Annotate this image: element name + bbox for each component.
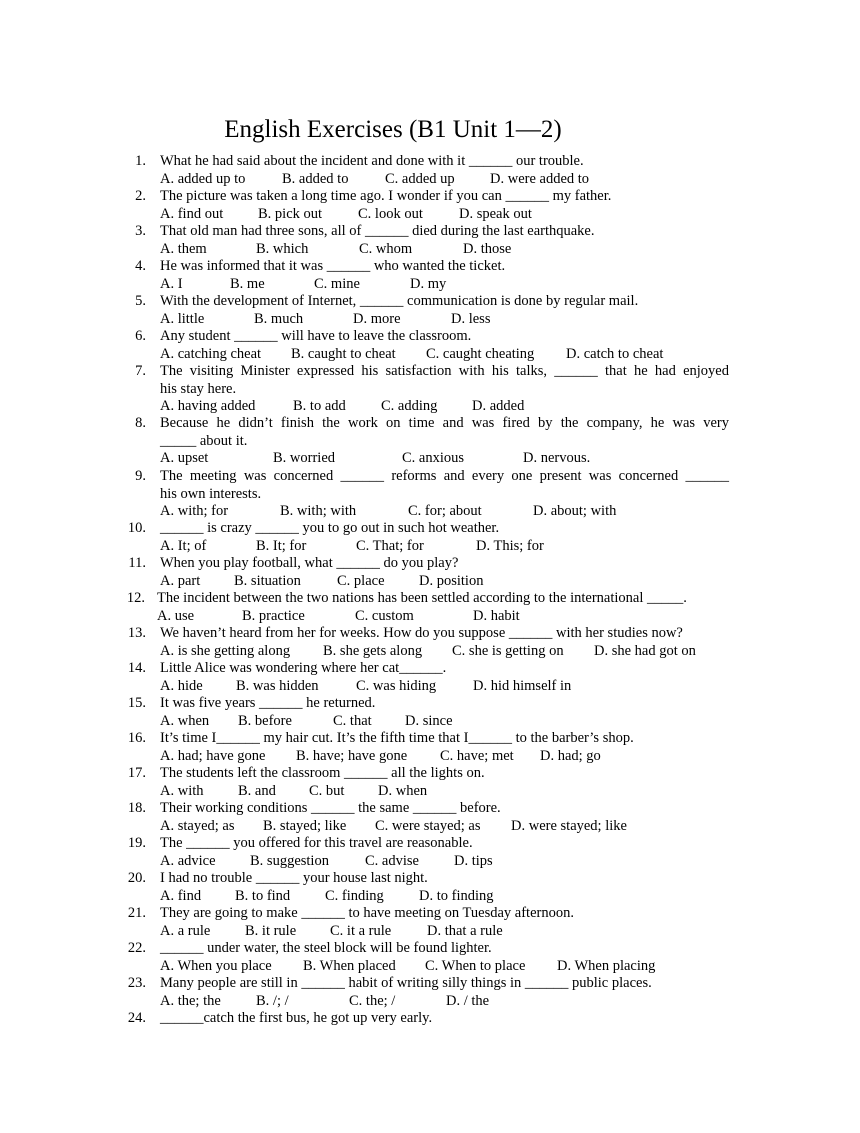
answer-option: C. it a rule: [330, 922, 392, 939]
question-number: 2.: [135, 188, 146, 204]
answer-option: C. was hiding: [356, 677, 437, 694]
question-text: ______catch the first bus, he got up very early.: [160, 1010, 433, 1026]
answer-option: D. less: [451, 310, 491, 327]
answer-option: A. I: [160, 275, 183, 292]
answer-option: B. to find: [235, 887, 291, 904]
answer-option: A. when: [160, 712, 210, 729]
answer-option: A. upset: [160, 450, 209, 466]
question-number: 22.: [127, 940, 146, 956]
answer-option: A. stayed; as: [160, 817, 235, 834]
question-text: We haven’t heard from her for weeks. How do you suppose ______ with her studies now?: [160, 625, 683, 641]
answer-option: B. was hidden: [236, 677, 319, 694]
answer-option: B. pick out: [258, 205, 323, 222]
question-text: Any student ______ will have to leave the classroom.: [160, 328, 472, 344]
question-text-line-1: Because he didn’t finish the work on time and was fired by the company, he was very: [160, 415, 729, 431]
question-text: ______ under water, the steel block will be found lighter.: [160, 940, 492, 956]
answer-option: D. were added to: [490, 170, 590, 187]
question-text: ______ is crazy ______ you to go out in such hot weather.: [160, 520, 500, 536]
question-number: 14.: [127, 660, 146, 676]
answer-option: D. she had got on: [594, 642, 696, 659]
question-text: It was five years ______ he returned.: [160, 695, 376, 711]
question-number: 23.: [127, 975, 146, 991]
answer-option: A. advice: [160, 852, 216, 869]
answer-option: B. It; for: [256, 537, 307, 554]
answer-option: B. suggestion: [250, 852, 329, 869]
answer-option: B. practice: [242, 607, 305, 624]
answer-option: C. look out: [358, 205, 423, 222]
answer-option: C. whom: [359, 240, 413, 257]
question-number: 16.: [127, 730, 146, 746]
question-number: 9.: [135, 468, 146, 484]
answer-option: C. That; for: [356, 537, 424, 554]
answer-option: A. the; the: [160, 992, 221, 1009]
question-number: 17.: [127, 765, 146, 781]
question-text: The students left the classroom ______ all the lights on.: [160, 765, 485, 781]
answer-option: B. When placed: [303, 957, 396, 974]
answer-option: B. before: [238, 712, 292, 729]
answer-option: B. much: [254, 310, 304, 327]
answer-option: B. worried: [273, 450, 336, 466]
answer-option: B. /; /: [256, 992, 289, 1009]
page-title: English Exercises (B1 Unit 1—2): [224, 116, 562, 143]
answer-option: C. anxious: [402, 450, 465, 466]
answer-option: B. situation: [234, 572, 301, 589]
question-text: The picture was taken a long time ago. I wonder if you can ______ my father.: [160, 188, 612, 204]
answer-option: A. use: [157, 607, 195, 624]
answer-option: D. to finding: [419, 887, 494, 904]
question-number: 24.: [127, 1010, 146, 1026]
question-number: 8.: [135, 415, 146, 431]
answer-option: D. that a rule: [427, 922, 503, 939]
question-text: They are going to make ______ to have meeting on Tuesday afternoon.: [160, 905, 574, 921]
answer-option: C. caught cheating: [426, 345, 535, 362]
answer-option: A. find: [160, 887, 202, 904]
answer-option: B. which: [256, 240, 309, 257]
answer-option: A. hide: [160, 677, 203, 694]
question-text: It’s time I______ my hair cut. It’s the fifth time that I______ to the barber’s shop.: [160, 730, 634, 746]
answer-option: D. since: [405, 712, 453, 729]
answer-option: D. those: [463, 240, 512, 257]
answer-option: B. to add: [293, 398, 346, 414]
question-number: 5.: [135, 293, 146, 309]
question-text: Many people are still in ______ habit of writing silly things in ______ public places.: [160, 975, 652, 991]
question-text-line-2: his own interests.: [160, 485, 262, 502]
answer-option: D. added: [472, 398, 525, 414]
answer-option: A. catching cheat: [160, 345, 262, 362]
answer-option: A. little: [160, 310, 205, 327]
question-number: 1.: [135, 153, 146, 169]
answer-option: B. with; with: [280, 503, 357, 519]
question-number: 13.: [127, 625, 146, 641]
answer-option: C. When to place: [425, 957, 526, 974]
answer-option: C. were stayed; as: [375, 817, 481, 834]
question-number: 6.: [135, 328, 146, 344]
answer-option: A. with: [160, 782, 204, 799]
answer-option: C. have; met: [440, 747, 514, 764]
answer-option: A. is she getting along: [160, 642, 291, 659]
question-number: 10.: [127, 520, 146, 536]
answer-option: C. mine: [314, 275, 360, 292]
question-text: The incident between the two nations has been settled according to the international _____.: [157, 590, 687, 606]
question-number: 21.: [127, 905, 146, 921]
question-text-line-2: _____ about it.: [160, 432, 248, 449]
answer-option: D. catch to cheat: [566, 345, 664, 362]
question-text-line-1: The meeting was concerned ______ reforms and every one present was concerned ______: [160, 468, 729, 484]
answer-option: C. place: [337, 572, 385, 589]
answer-option: A. part: [160, 572, 201, 589]
answer-option: A. It; of: [160, 537, 207, 554]
answer-option: C. finding: [325, 887, 384, 904]
question-number: 7.: [135, 363, 146, 379]
question-text-line-2: his stay here.: [160, 380, 237, 397]
question-text: When you play football, what ______ do you play?: [160, 555, 459, 571]
question-text: Little Alice was wondering where her cat______.: [160, 660, 447, 676]
answer-option: C. for; about: [408, 503, 482, 519]
answer-option: A. having added: [160, 398, 256, 414]
answer-option: B. it rule: [245, 922, 297, 939]
answer-option: B. and: [238, 782, 276, 799]
answer-option: C. the; /: [349, 992, 396, 1009]
question-number: 11.: [128, 555, 146, 571]
answer-option: C. added up: [385, 170, 455, 187]
answer-option: C. custom: [355, 607, 414, 624]
answer-option: D. / the: [446, 992, 490, 1009]
question-number: 20.: [127, 870, 146, 886]
answer-option: A. had; have gone: [160, 747, 266, 764]
answer-option: B. added to: [282, 170, 349, 187]
answer-option: C. advise: [365, 852, 419, 869]
answer-option: D. nervous.: [523, 450, 591, 466]
question-text-line-1: The visiting Minister expressed his satisfaction with his talks, ______ that he had enjoyed: [160, 363, 729, 379]
answer-option: A. a rule: [160, 922, 211, 939]
question-number: 18.: [127, 800, 146, 816]
question-number: 4.: [135, 258, 146, 274]
answer-option: A. find out: [160, 205, 224, 222]
answer-option: A. added up to: [160, 170, 246, 187]
question-text: With the development of Internet, ______ communication is done by regular mail.: [160, 293, 639, 309]
answer-option: D. tips: [454, 852, 493, 869]
question-text: That old man had three sons, all of ______ died during the last earthquake.: [160, 223, 595, 239]
answer-option: C. she is getting on: [452, 642, 564, 659]
answer-option: B. stayed; like: [263, 817, 347, 834]
answer-option: D. more: [353, 310, 401, 327]
answer-option: D. my: [410, 275, 447, 292]
answer-option: B. caught to cheat: [291, 345, 396, 362]
question-text: Their working conditions ______ the same ______ before.: [160, 800, 501, 816]
question-number: 19.: [127, 835, 146, 851]
answer-option: C. but: [309, 782, 345, 799]
answer-option: C. that: [333, 712, 372, 729]
question-text: He was informed that it was ______ who wanted the ticket.: [160, 258, 506, 274]
answer-option: A. When you place: [160, 957, 272, 974]
question-text: What he had said about the incident and done with it ______ our trouble.: [160, 153, 584, 169]
question-text: The ______ you offered for this travel are reasonable.: [160, 835, 473, 851]
answer-option: C. adding: [381, 398, 438, 414]
question-text: I had no trouble ______ your house last night.: [160, 870, 428, 886]
answer-option: D. about; with: [533, 503, 617, 519]
answer-option: D. position: [419, 572, 484, 589]
answer-option: D. hid himself in: [473, 677, 572, 694]
answer-option: D. habit: [473, 607, 520, 624]
question-number: 3.: [135, 223, 146, 239]
answer-option: D. were stayed; like: [511, 817, 627, 834]
answer-option: D. This; for: [476, 537, 544, 554]
answer-option: B. she gets along: [323, 642, 423, 659]
answer-option: B. me: [230, 275, 265, 292]
answer-option: D. when: [378, 782, 428, 799]
answer-option: A. with; for: [160, 503, 229, 519]
answer-option: B. have; have gone: [296, 747, 408, 764]
question-number: 12.: [126, 590, 145, 606]
answer-option: D. When placing: [557, 957, 656, 974]
question-number: 15.: [127, 695, 146, 711]
answer-option: D. had; go: [540, 747, 601, 764]
answer-option: A. them: [160, 240, 207, 257]
answer-option: D. speak out: [459, 205, 532, 222]
